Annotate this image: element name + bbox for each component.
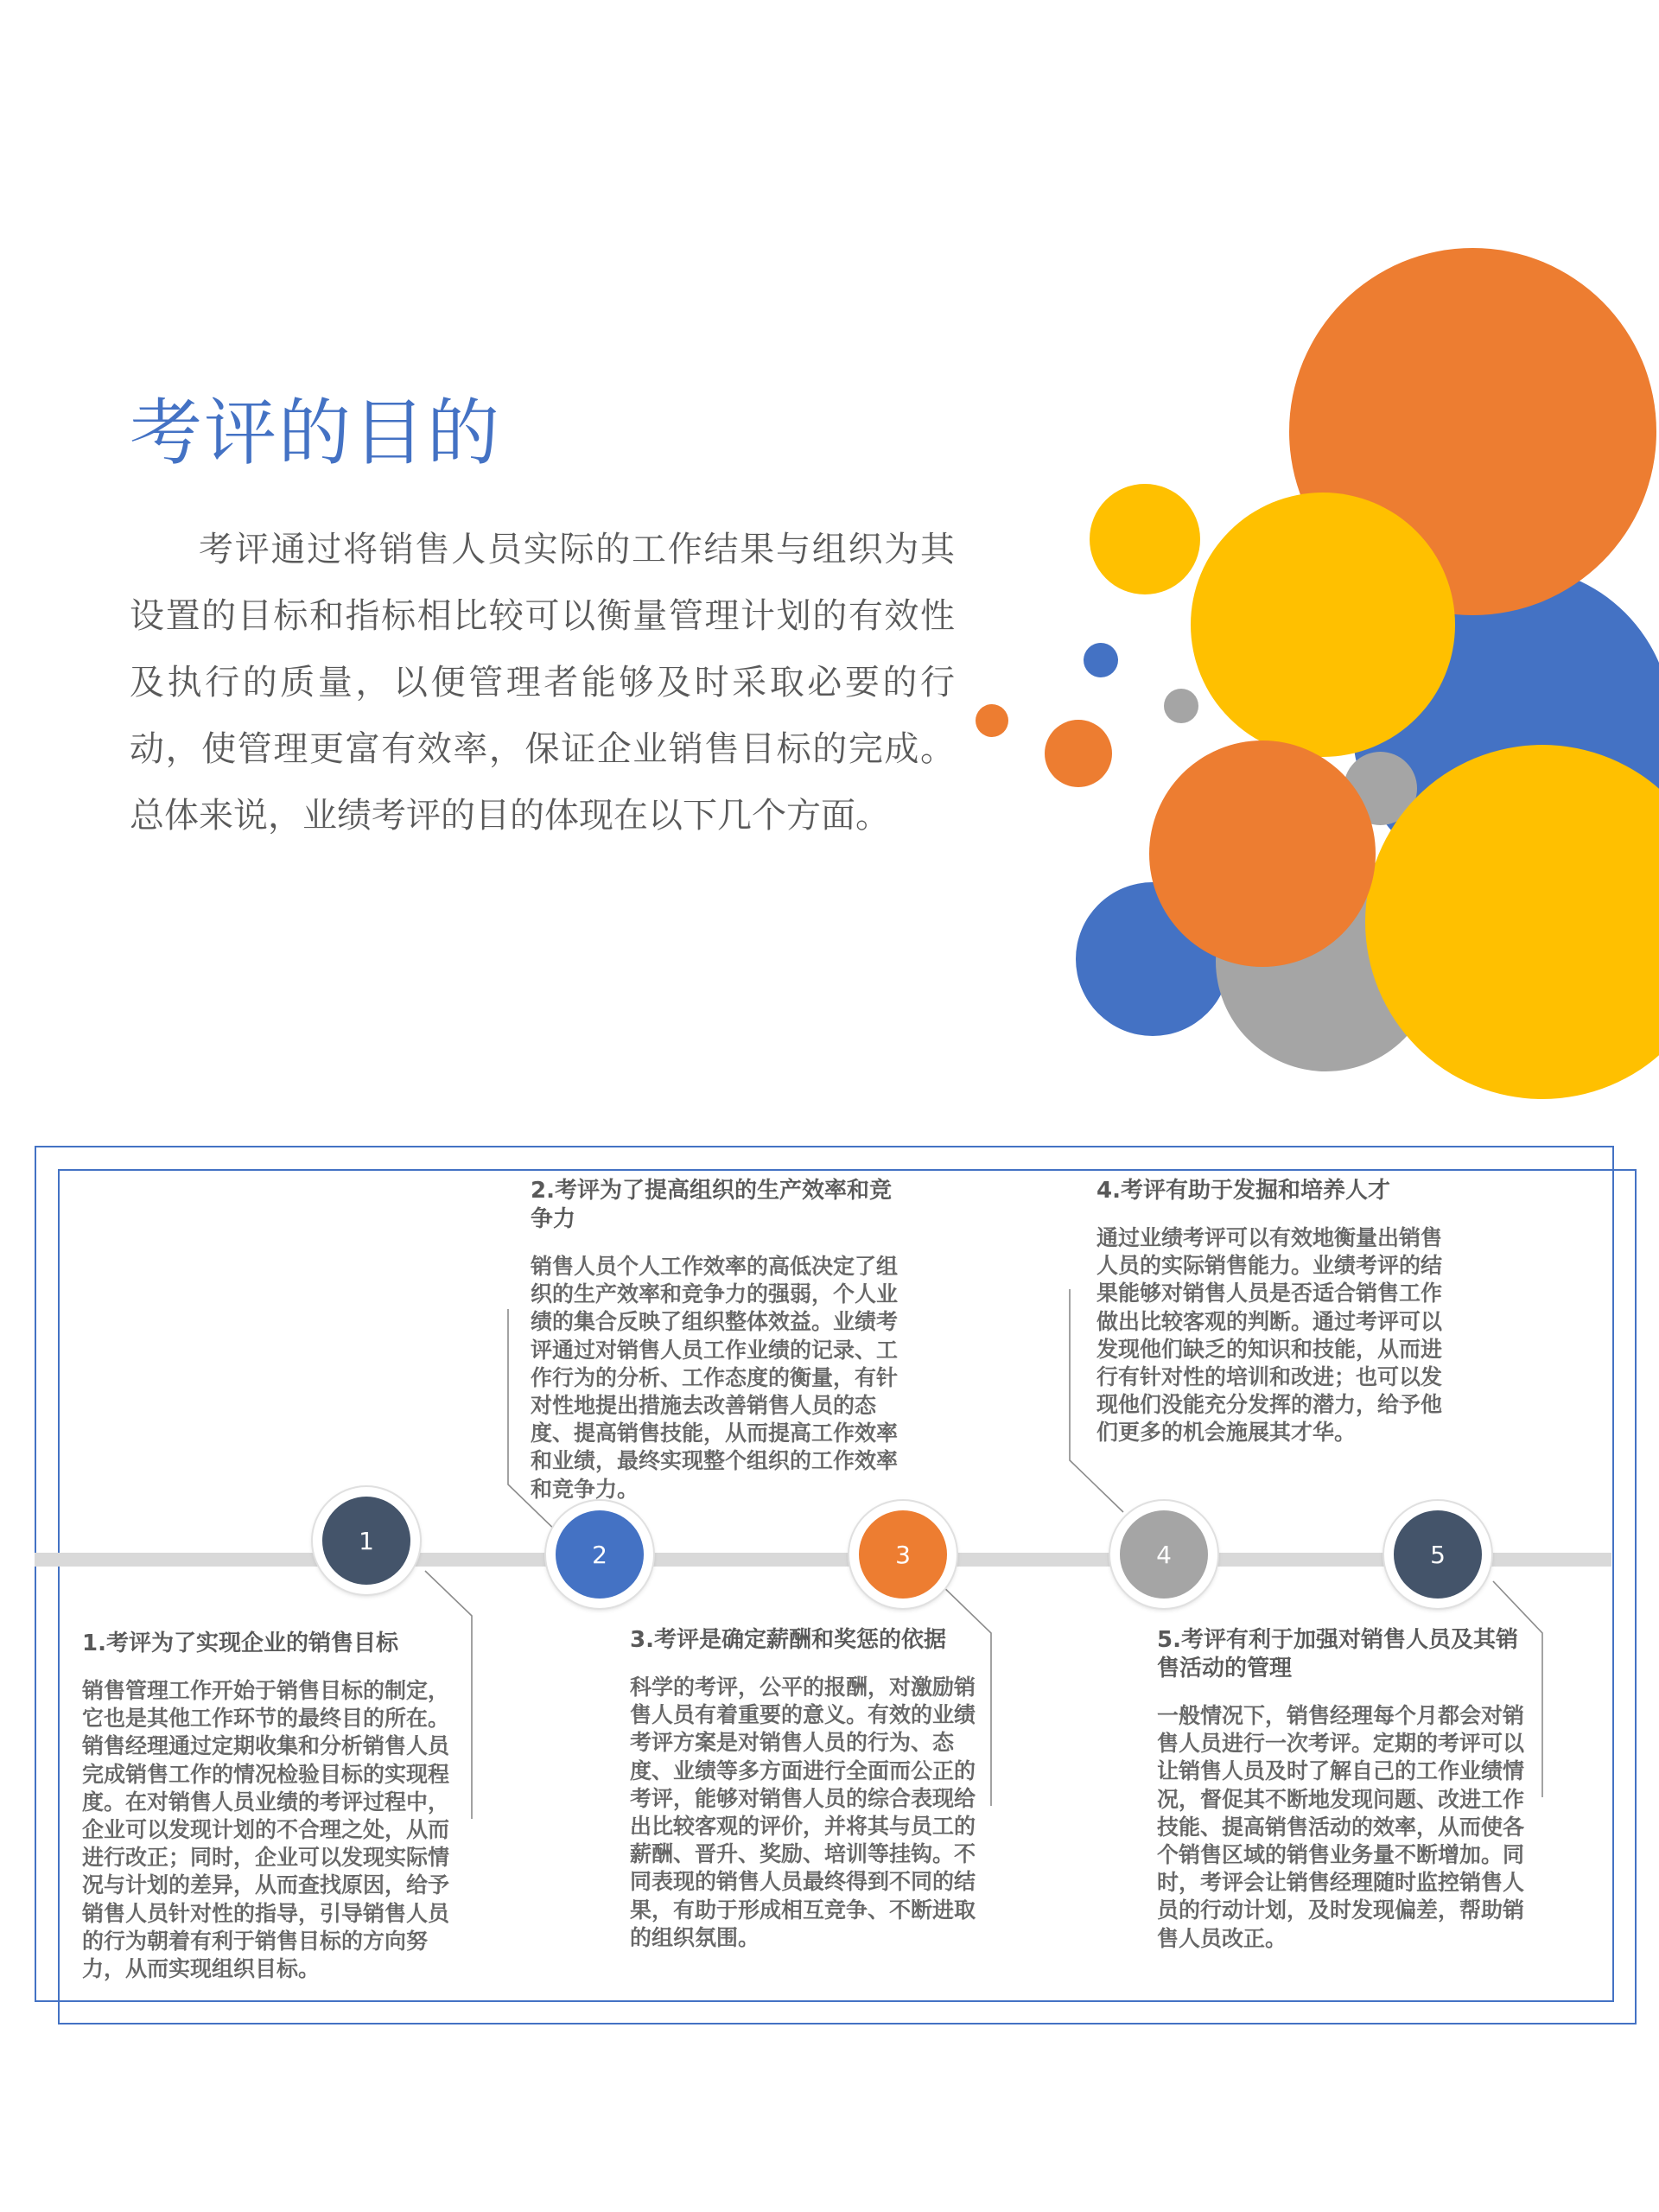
page-title: 考评的目的 (130, 391, 502, 475)
timeline-node-5 (1384, 1501, 1491, 1608)
timeline-node-3 (849, 1501, 957, 1608)
item-body: 销售管理工作开始于销售目标的制定，它也是其他工作环节的最终目的所在。销售经理通过定期收集和分析销售人员完成销售工作的情况检验目标的实现程度。在对销售人员业绩的考评过程中，企业可以发现计划的不合理之处，从而进行改正；同时，企业可以发现实际情况与计划的差异，从而查找原因，给予销售人员针对性的指导，引导销售人员的行为朝着有利于销售目标的方向努力，从而实现组织目标。 (82, 1678, 450, 1982)
timeline-node-4 (1110, 1501, 1217, 1608)
item-title: 4.考评有助于发掘和培养人才 (1096, 1178, 1390, 1204)
node-number: 3 (859, 1510, 947, 1599)
timeline-item-3 (630, 1626, 988, 1952)
timeline-node-1 (313, 1487, 420, 1594)
item-title: 3.考评是确定薪酬和奖惩的依据 (630, 1627, 946, 1653)
item-body: 一般情况下，销售经理每个月都会对销售人员进行一次考评。定期的考评可以让销售人员及时了解自己的工作业绩情况，督促其不断地发现问题、改进工作技能、提高销售活动的效率，从而使各个销售区域的销售业务量不断增加。同时，考评会让销售经理随时监控销售人员的行动计划，及时发现偏差，帮助销售人员改正。 (1157, 1703, 1525, 1951)
node-number: 2 (556, 1510, 644, 1599)
item-title: 1.考评为了实现企业的销售目标 (82, 1630, 398, 1656)
node-number: 5 (1394, 1510, 1482, 1599)
item-title: 5.考评有利于加强对销售人员及其销售活动的管理 (1157, 1627, 1518, 1681)
intro-paragraph: 考评通过将销售人员实际的工作结果与组织为其设置的目标和指标相比较可以衡量管理计划的有效性及执行的质量，以便管理者能够及时采取必要的行动，使管理更富有效率，保证企业销售目标的完成。总体来说，业绩考评的目的体现在以下几个方面。 (130, 530, 955, 836)
item-body: 通过业绩考评可以有效地衡量出销售人员的实际销售能力。业绩考评的结果能够对销售人员是否适合销售工作做出比较客观的判断。通过考评可以发现他们缺乏的知识和技能，从而进行有针对性的培训和改进；也可以发现他们没能充分发挥的潜力，给予他们更多的机会施展其才华。 (1096, 1225, 1443, 1446)
timeline-item-1 (82, 1630, 465, 1983)
timeline-item-4 (1096, 1177, 1442, 1447)
item-body: 销售人员个人工作效率的高低决定了组织的生产效率和竞争力的强弱，个人业绩的集合反映了组织整体效益。业绩考评通过对销售人员工作业绩的记录、工作行为的分析、工作态度的衡量，有针对性地提出措施去改善销售人员的态度、提高销售技能，从而提高工作效率和业绩，最终实现整个组织的工作效率和竞争力。 (531, 1254, 899, 1502)
item-body: 科学的考评，公平的报酬，对激励销售人员有着重要的意义。有效的业绩考评方案是对销售人员的行为、态度、业绩等多方面进行全面而公正的考评，能够对销售人员的综合表现给出比较客观的评价，并将其与员工的薪酬、晋升、奖励、培训等挂钩。不同表现的销售人员最终得到不同的结果，有助于形成相互竞争、不断进取的组织氛围。 (630, 1675, 976, 1950)
item-title: 2.考评为了提高组织的生产效率和竞争力 (531, 1178, 892, 1232)
node-number: 1 (322, 1497, 410, 1585)
timeline-node-2 (546, 1501, 653, 1608)
timeline-item-2 (531, 1177, 911, 1503)
timeline-item-5 (1157, 1626, 1540, 1953)
node-number: 4 (1120, 1510, 1208, 1599)
